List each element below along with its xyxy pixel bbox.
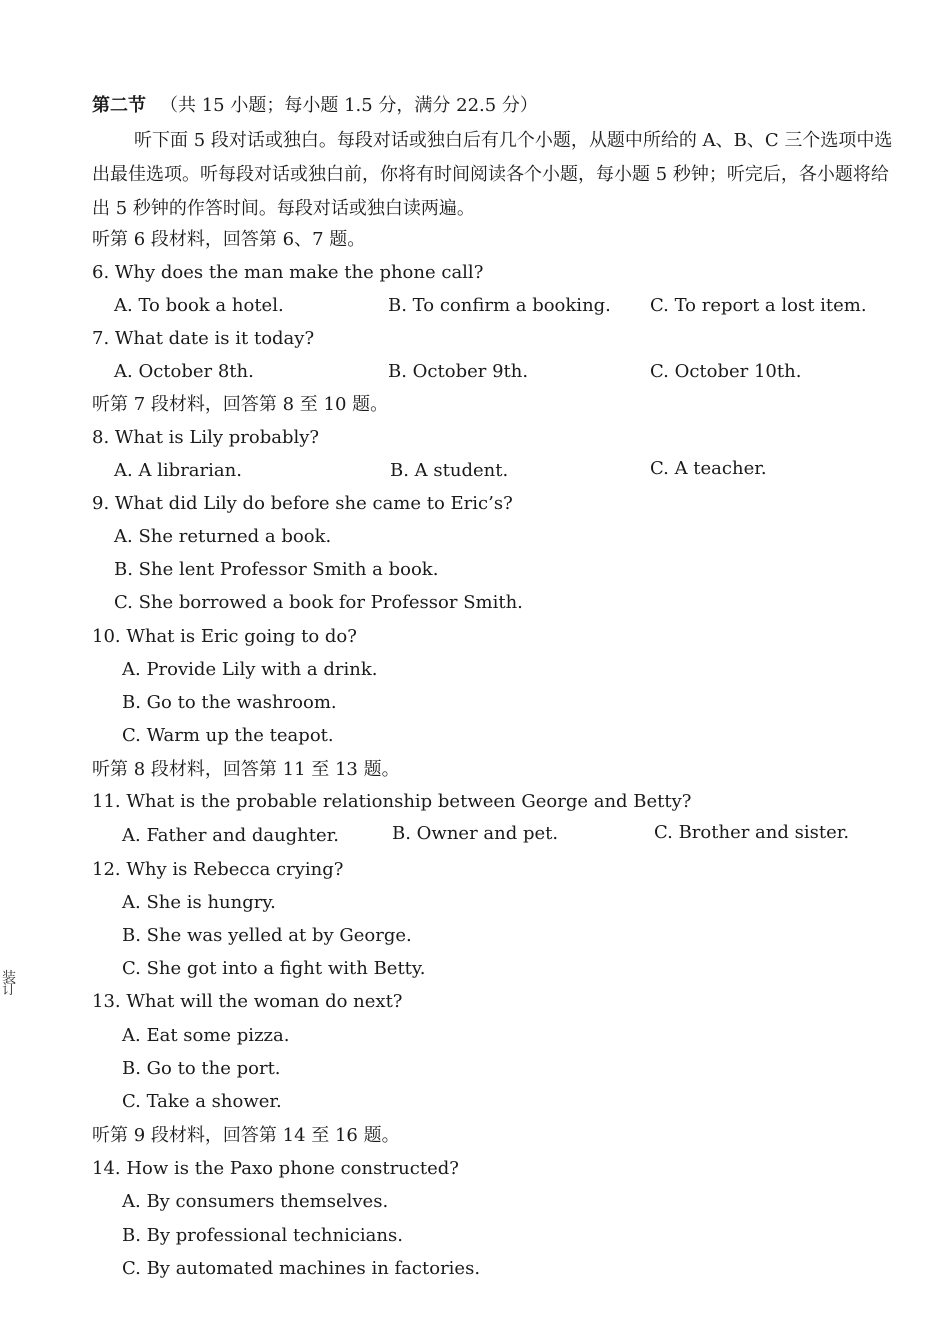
question-12-stem: 12. Why is Rebecca crying? — [92, 859, 344, 880]
question-10-option-c: C. Warm up the teapot. — [122, 725, 334, 746]
question-7-stem: 7. What date is it today? — [92, 328, 315, 349]
question-12-option-b: B. She was yelled at by George. — [122, 925, 412, 946]
question-13-option-b: B. Go to the port. — [122, 1058, 281, 1079]
question-7-option-b: B. October 9th. — [388, 361, 529, 382]
question-12-option-c: C. She got into a fight with Betty. — [122, 958, 426, 979]
question-14-option-b: B. By professional technicians. — [122, 1225, 403, 1246]
question-14-option-a: A. By consumers themselves. — [122, 1191, 389, 1212]
group-heading-9: 听第 9 段材料，回答第 14 至 16 题。 — [92, 1125, 400, 1146]
question-9-stem: 9. What did Lily do before she came to Eric’s? — [92, 493, 513, 514]
question-9-option-c: C. She borrowed a book for Professor Smith. — [114, 592, 523, 613]
section-instructions — [92, 124, 898, 226]
section-title — [92, 94, 538, 118]
question-8-stem: 8. What is Lily probably? — [92, 427, 320, 448]
section-title-text: 第二节 — [92, 95, 146, 116]
question-6-stem: 6. Why does the man make the phone call? — [92, 262, 484, 283]
question-12-option-a: A. She is hungry. — [122, 892, 276, 913]
question-14-option-c: C. By automated machines in factories. — [122, 1258, 481, 1279]
question-7-option-c: C. October 10th. — [650, 361, 802, 382]
question-9-option-a: A. She returned a book. — [114, 526, 332, 547]
question-7-option-a: A. October 8th. — [114, 361, 254, 382]
question-8-option-b: B. A student. — [390, 460, 509, 481]
group-heading-6: 听第 6 段材料，回答第 6、7 题。 — [92, 229, 366, 250]
question-10-option-a: A. Provide Lily with a drink. — [122, 659, 378, 680]
question-8-option-a: A. A librarian. — [114, 460, 242, 481]
question-14-stem: 14. How is the Paxo phone constructed? — [92, 1158, 459, 1179]
question-10-option-b: B. Go to the washroom. — [122, 692, 337, 713]
question-11-option-c: C. Brother and sister. — [654, 822, 850, 843]
question-6-option-a: A. To book a hotel. — [114, 295, 284, 316]
question-10-stem: 10. What is Eric going to do? — [92, 626, 357, 647]
section-subtitle: （共 15 小题；每小题 1.5 分，满分 22.5 分） — [160, 95, 538, 116]
question-11-stem: 11. What is the probable relationship between George and Betty? — [92, 791, 692, 812]
question-6-option-c: C. To report a lost item. — [650, 295, 867, 316]
question-13-option-c: C. Take a shower. — [122, 1091, 282, 1112]
binding-margin-mark: 装订 — [2, 970, 16, 998]
instructions-text: 听下面 5 段对话或独白。每段对话或独白后有几个小题，从题中所给的 A、B、C 三个选项中选出最佳选项。听每段对话或独白前，你将有时间阅读各个小题，每小题 5 秒钟；听完后，各小题将给出 5 秒钟的作答时间。每段对话或独白读两遍。 — [92, 130, 893, 219]
question-13-option-a: A. Eat some pizza. — [122, 1025, 290, 1046]
question-11-option-a: A. Father and daughter. — [122, 825, 340, 846]
question-6-option-b: B. To confirm a booking. — [388, 295, 611, 316]
group-heading-8: 听第 8 段材料，回答第 11 至 13 题。 — [92, 759, 400, 780]
question-9-option-b: B. She lent Professor Smith a book. — [114, 559, 439, 580]
question-8-option-c: C. A teacher. — [650, 458, 767, 479]
question-13-stem: 13. What will the woman do next? — [92, 991, 403, 1012]
question-11-option-b: B. Owner and pet. — [392, 823, 559, 844]
group-heading-7: 听第 7 段材料，回答第 8 至 10 题。 — [92, 394, 389, 415]
